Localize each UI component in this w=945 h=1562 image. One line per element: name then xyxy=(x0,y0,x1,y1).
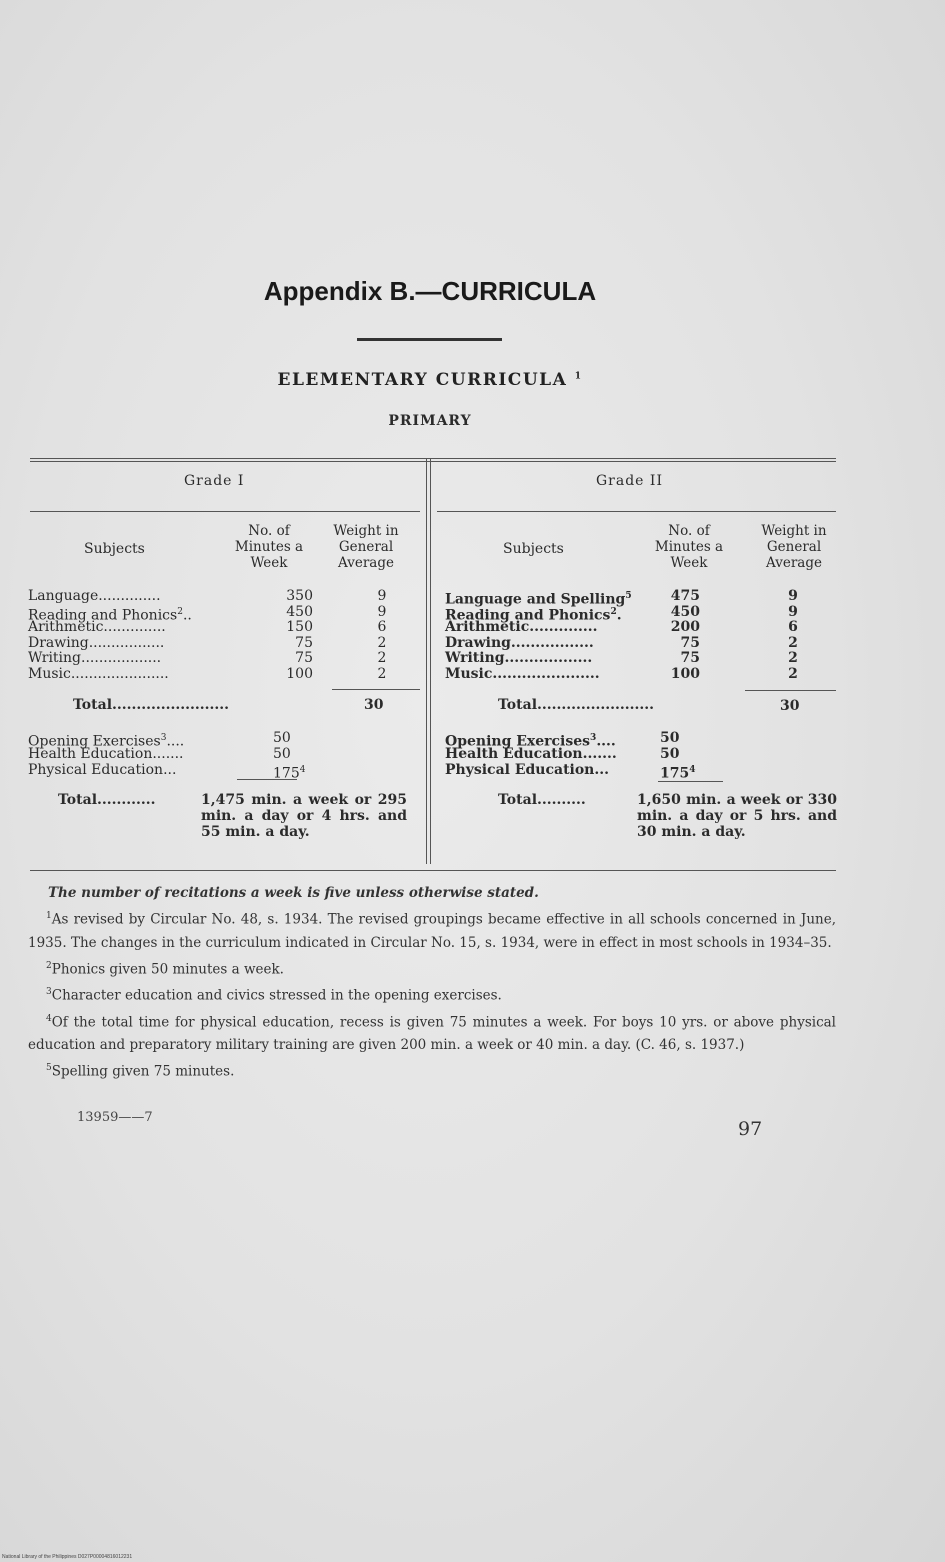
weight-value: 2 xyxy=(788,650,798,667)
footnote-text: Character education and civics stressed in the opening exercises. xyxy=(51,987,502,1004)
subject-label: Language and Spelling xyxy=(445,591,626,608)
table-row xyxy=(445,761,720,782)
grade1-minutes-header: No. of Minutes a Week xyxy=(234,523,304,571)
subject-name xyxy=(445,747,617,763)
table-row xyxy=(445,636,823,652)
table-row xyxy=(28,603,412,624)
grade1-grand-total-label: Total............ xyxy=(58,792,156,808)
section-title: ELEMENTARY CURRICULA $^1$ xyxy=(277,370,583,390)
table-row xyxy=(445,667,823,683)
minutes-value xyxy=(273,763,305,782)
page-title: Appendix B.—CURRICULA xyxy=(263,276,597,306)
table-row xyxy=(28,620,412,636)
subject-label: Arithmetic.............. xyxy=(445,619,598,636)
grade2-weight-header: Weight in General Average xyxy=(761,523,827,571)
table-top-rule-2 xyxy=(30,461,836,462)
footnote-text: Spelling given 75 minutes. xyxy=(51,1063,235,1080)
footnote-marker: 3 xyxy=(590,733,597,743)
subject-label: Arithmetic.............. xyxy=(28,619,166,636)
minutes-value: 75 xyxy=(680,650,700,667)
subject-leader: ... xyxy=(163,761,177,778)
subject-label: Drawing................. xyxy=(28,634,165,651)
table-row xyxy=(445,730,720,750)
subject-label: Health Education....... xyxy=(445,745,617,762)
table-row xyxy=(28,730,333,750)
grade1-subjects-header: Subjects xyxy=(84,541,145,557)
footnote-number: 2 xyxy=(46,960,52,971)
footnote-number: 3 xyxy=(46,987,52,997)
weight-value: 2 xyxy=(377,666,387,682)
minutes-value: 75 xyxy=(295,650,313,667)
minutes-value: 475 xyxy=(670,588,700,604)
table-center-rule xyxy=(426,458,427,864)
subject-leader: ... xyxy=(594,761,609,778)
footnote-number: 1 xyxy=(46,911,52,921)
weight-value: 9 xyxy=(788,603,798,620)
minutes-number: 50 xyxy=(273,730,291,746)
minutes-value xyxy=(660,731,679,747)
page-code: 13959——7 xyxy=(77,1110,153,1125)
footnote-text: Phonics given 50 minutes a week. xyxy=(51,961,284,977)
grade2-minutes-header: No. of Minutes a Week xyxy=(654,523,724,571)
grade1-grand-total-text: 1,475 min. a week or 295 min. a day or 4 hrs. and 55 min. a day. xyxy=(201,792,407,840)
minutes-value: 100 xyxy=(670,666,700,682)
subject-label: Music...................... xyxy=(28,666,169,682)
subject-name xyxy=(28,667,169,683)
subject-label: Language.............. xyxy=(28,588,161,604)
footnotes-list xyxy=(28,905,836,1084)
grade1-total-label: Total........................ xyxy=(73,697,229,713)
subject-label: Opening Exercises xyxy=(28,733,161,750)
minutes-number: 175 xyxy=(273,765,300,782)
subject-label: Health Education....... xyxy=(28,745,184,762)
footnote xyxy=(28,1008,836,1058)
grade2-grand-total-label: Total.......... xyxy=(498,792,586,808)
minutes-number: 175 xyxy=(660,765,690,782)
subject-leader: .. xyxy=(182,607,192,624)
subject-name xyxy=(445,636,594,652)
minutes-value xyxy=(273,731,291,747)
subject-leader: .... xyxy=(166,733,185,750)
subject-label: Reading and Phonics xyxy=(445,607,611,624)
subject-name xyxy=(28,651,161,667)
subject-label: Writing.................. xyxy=(445,650,593,667)
subject-label: Drawing................. xyxy=(445,634,594,651)
subject-label: Reading and Phonics xyxy=(28,607,178,624)
table-row xyxy=(28,667,412,683)
table-top-rule xyxy=(30,458,836,459)
footnote-marker: 4 xyxy=(689,764,696,775)
footnote-text: Of the total time for physical education, recess is given 75 minutes a week. For boys 10 yrs. or above physical education and preparatory military training are given 200 min. a week or 40 min. a day. (C. 46, s. 1937.) xyxy=(28,1014,836,1053)
grade1-head-rule xyxy=(30,511,420,512)
grade2-grand-total-text: 1,650 min. a week or 330 min. a day or 5 hrs. and 30 min. a day. xyxy=(637,792,837,840)
minutes-value: 75 xyxy=(680,634,700,651)
minutes-value: 75 xyxy=(295,634,313,651)
grade2-total-label: Total........................ xyxy=(498,697,654,713)
weight-value: 2 xyxy=(377,634,387,651)
minutes-number: 50 xyxy=(273,745,291,762)
subsection-title: PRIMARY xyxy=(388,413,472,429)
table-row xyxy=(445,588,823,608)
table-row xyxy=(28,761,333,782)
footnote-marker: 5 xyxy=(625,591,632,601)
table-row xyxy=(28,651,412,667)
subject-name xyxy=(445,763,609,779)
footnote-number: 5 xyxy=(46,1063,52,1073)
minutes-value: 100 xyxy=(286,666,313,682)
minutes-value xyxy=(660,763,696,782)
minutes-value: 150 xyxy=(286,619,313,636)
subject-label: Opening Exercises xyxy=(445,733,591,750)
source-label: National Library of the Philippines D027P00004816012231 xyxy=(2,1554,133,1560)
grade2-heading: Grade II xyxy=(596,473,663,489)
footnote-marker: 1 xyxy=(574,371,583,382)
grade2-weight-sum-rule xyxy=(745,690,836,691)
subject-leader: . xyxy=(616,607,622,624)
subject-name xyxy=(28,620,166,636)
table-row xyxy=(445,651,823,667)
subject-name xyxy=(445,651,592,667)
weight-value: 9 xyxy=(788,588,798,604)
title-rule xyxy=(357,338,502,341)
footnote xyxy=(28,955,836,982)
table-center-rule-2 xyxy=(430,458,431,864)
grade2-subjects-header: Subjects xyxy=(503,541,564,557)
subject-name xyxy=(28,763,176,779)
footnote xyxy=(28,905,836,955)
weight-value: 9 xyxy=(377,588,387,604)
minutes-value: 450 xyxy=(670,603,700,620)
weight-value: 2 xyxy=(788,666,798,682)
table-row xyxy=(445,620,823,636)
minutes-number: 50 xyxy=(660,745,680,762)
weight-value: 9 xyxy=(377,603,387,620)
minutes-value xyxy=(273,747,291,763)
grade1-weight-sum-rule xyxy=(332,689,420,690)
table-row xyxy=(28,636,412,652)
minutes-number: 50 xyxy=(660,730,680,746)
minutes-value: 200 xyxy=(670,619,700,636)
subject-leader: .... xyxy=(596,733,616,750)
table-row xyxy=(28,589,412,605)
table-bottom-rule xyxy=(30,870,836,871)
subject-name xyxy=(28,747,184,763)
grade1-weight-header: Weight in General Average xyxy=(333,523,399,571)
weight-value: 2 xyxy=(377,650,387,667)
subject-label: Physical Education xyxy=(445,761,595,778)
weight-value: 6 xyxy=(788,619,798,636)
table-row xyxy=(28,747,333,763)
weight-value: 6 xyxy=(377,619,387,636)
weight-value: 2 xyxy=(788,634,798,651)
table-row xyxy=(445,747,720,763)
footnote-marker: 2 xyxy=(610,606,617,617)
grade2-total-weight: 30 xyxy=(780,698,800,714)
footnote-number: 4 xyxy=(46,1013,52,1024)
page-number: 97 xyxy=(738,1118,763,1140)
grade2-head-rule xyxy=(437,511,836,512)
subject-label: Music...................... xyxy=(445,666,600,682)
grade1-heading: Grade I xyxy=(184,473,245,489)
subject-name xyxy=(445,667,600,683)
minutes-value xyxy=(660,747,679,763)
subject-name xyxy=(28,636,164,652)
table-row xyxy=(445,603,823,624)
footnote-marker: 3 xyxy=(160,733,167,743)
grade1-total-weight: 30 xyxy=(364,697,384,713)
footnote xyxy=(28,981,836,1008)
subject-label: Physical Education xyxy=(28,761,164,778)
footnote-marker: 4 xyxy=(299,764,306,775)
minutes-value: 450 xyxy=(286,603,313,620)
footnote xyxy=(28,1057,836,1084)
subject-name xyxy=(28,589,161,605)
notes-lead: The number of recitations a week is five unless otherwise stated. xyxy=(48,885,539,901)
footnote-text: As revised by Circular No. 48, s. 1934. The revised groupings became effective in all schools concerned in June, 1935. The changes in the curriculum indicated in Circular No. 15, s. 1934, were in effect in most schools in 1934–35. xyxy=(28,911,836,951)
minutes-value: 350 xyxy=(286,588,313,604)
notes xyxy=(28,882,836,1084)
footnote-marker: 2 xyxy=(177,606,183,617)
subject-name xyxy=(445,620,597,636)
subject-label: Writing.................. xyxy=(28,650,162,667)
